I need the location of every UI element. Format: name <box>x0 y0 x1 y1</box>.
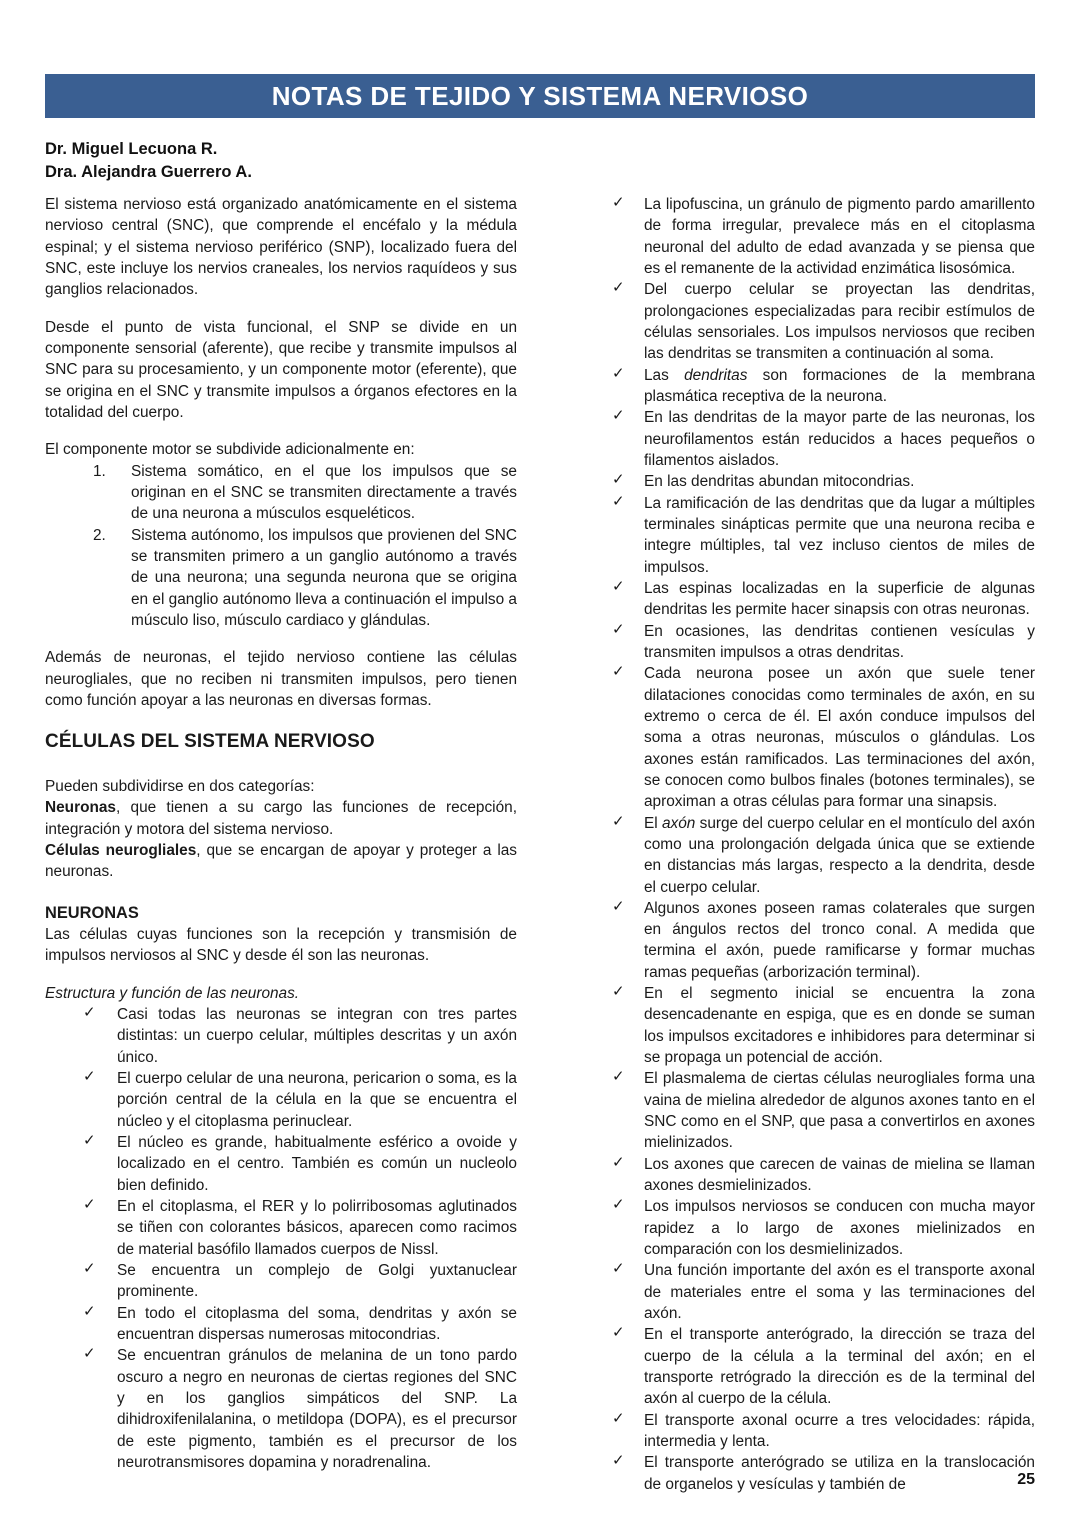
paragraph-funcional: Desde el punto de vista funcional, el SNP se divide en un componente sensorial (aferente), que recibe y transmite impulsos al SNC para su procesamiento, y un componente motor (eferente), que se origina en el SNC y transmite impulsos a órganos efectores en la totalidad del cuerpo. <box>45 318 517 421</box>
list-item <box>607 471 1035 492</box>
check-icon: ✓ <box>612 1196 625 1214</box>
list-item <box>607 365 1035 408</box>
list-item-text: Algunos axones poseen ramas colaterales que surgen en ángulos rectos del tronco conal. A medida que termina el axón, puede ramificarse y formar muchas ramas pequeñas (arborización terminal). <box>644 899 1035 981</box>
check-icon: ✓ <box>612 471 625 489</box>
check-icon: ✓ <box>612 1409 625 1427</box>
check-icon: ✓ <box>612 407 625 425</box>
list-item-text: En todo el citoplasma del soma, dendritas y axón se encuentran dispersas numerosas mitocondrias. <box>117 1304 517 1343</box>
check-icon: ✓ <box>83 1259 96 1277</box>
motor-subdivision-list <box>45 461 517 632</box>
paragraph-neuronas-definicion: Las células cuyas funciones son la recepción y transmisión de impulsos nerviosos al SNC y desde él son las neuronas. <box>45 925 517 965</box>
list-item-text: En el segmento inicial se encuentra la zona desencadenante en espiga, que es en donde se suman los impulsos excitadores e inhibidores para determinar si se propaga un potencial de acción. <box>644 985 1035 1067</box>
paragraph-neurogliales: Además de neuronas, el tejido nervioso contiene las células neurogliales, que no reciben ni transmiten impulsos, pero tienen como función apoyar a las neuronas en diversas formas. <box>45 649 517 709</box>
list-item <box>45 1004 517 1068</box>
check-icon: ✓ <box>612 620 625 638</box>
list-item-text: El transporte axonal ocurre a tres velocidades: rápida, intermedia y lenta. <box>644 1411 1035 1451</box>
category-neurogliales-term: Células neurogliales <box>45 842 197 859</box>
list-item-text: Una función importante del axón es el transporte axonal de materiales entre el soma y las terminaciones del axón. <box>644 1262 1035 1323</box>
list-item-text: El núcleo es grande, habitualmente esférico a ovoide y localizado en el centro. También es común un nucleolo bien definido. <box>117 1133 517 1194</box>
list-item-text: El transporte anterógrado se utiliza en la translocación de organelos y vesículas y también de <box>644 1454 1035 1493</box>
list-item <box>607 1196 1035 1260</box>
check-icon: ✓ <box>83 1131 96 1149</box>
check-icon: ✓ <box>612 194 625 211</box>
check-icon: ✓ <box>612 897 625 915</box>
check-icon: ✓ <box>612 577 625 595</box>
paragraph-organizacion: El sistema nervioso está organizado anatómicamente en el sistema nervioso central (SNC), que comprende el encéfalo y la médula espinal; y el sistema nervioso periférico (SNP), localizado fuera del SNC, este incluye los nervios craneales, los nervios raquídeos y sus ganglios relacionados. <box>45 196 517 299</box>
list-item-text: En las dendritas de la mayor parte de las neuronas, los neurofilamentos están reducidos a haces pequeños o filamentos aislados. <box>644 409 1035 469</box>
list-item <box>45 461 517 525</box>
page-number: 25 <box>1017 1471 1035 1488</box>
list-item <box>607 1324 1035 1409</box>
list-item-text: Los impulsos nerviosos se conducen con mucha mayor rapidez a lo largo de axones mielinizados en comparación con los desmielinizados. <box>644 1198 1035 1259</box>
check-icon: ✓ <box>612 1260 625 1278</box>
list-item-text-prefix: El <box>644 814 662 832</box>
subheading-neuronas: NEURONAS <box>45 903 139 922</box>
list-item <box>607 663 1035 812</box>
check-icon: ✓ <box>612 983 625 1001</box>
list-item-text-suffix: surge del cuerpo celular en el montículo del axón como una prolongación delgada única que se extiende en distancias más largas, respecto a la dendrita, desde el cuerpo celular. <box>644 814 1035 896</box>
list-item-text: Se encuentran gránulos de melanina de un tono pardo oscuro a negro en neuronas de ciertas regiones del SNC y en los ganglios simpáticos del SNP. La dihidroxifenilalanina, o metildopa (DOPA), es el precursor de este pigmento, también es el precursor de los neurotransmisores dopamina y noradrenalina. <box>117 1347 517 1471</box>
list-item-text: En las dendritas abundan mitocondrias. <box>644 473 915 491</box>
list-item-text: Cada neurona posee un axón que suele tener dilataciones conocidas como terminales de axón, en su extremo o cerca de él. El axón conduce impulsos del soma a otras neuronas, músculos o glándulas. Los axones están ramificados. Las terminaciones del axón, se conocen como bulbos finales (botones terminales), se aproximan a otras células para formar una sinapsis. <box>644 665 1035 811</box>
check-icon: ✓ <box>612 1452 625 1470</box>
list-item-text-prefix: Las <box>644 366 685 384</box>
list-item-emphasis: dendritas <box>684 366 748 384</box>
author-line-1: Dr. Miguel Lecuona R. <box>45 140 218 158</box>
check-icon: ✓ <box>612 663 625 681</box>
right-check-list <box>607 194 1035 1495</box>
category-neuronas-description: , que tienen a su cargo las funciones de recepción, integración y motora del sistema nervioso. <box>45 799 517 838</box>
list-item-text: La lipofuscina, un gránulo de pigmento pardo amarillento de forma irregular, prevalece más en el citoplasma neuronal del adulto de edad avanzada y se piensa que es el remanente de la actividad enzimática lisosómica. <box>644 196 1035 277</box>
check-icon: ✓ <box>612 279 625 297</box>
check-icon: ✓ <box>612 364 625 382</box>
list-item <box>607 1154 1035 1197</box>
page-title: NOTAS DE TEJIDO Y SISTEMA NERVIOSO <box>271 81 809 111</box>
list-item-text: El cuerpo celular de una neurona, pericarion o soma, es la porción central de la célula en la que se encuentra el núcleo y el citoplasma perinuclear. <box>117 1069 517 1130</box>
list-item <box>607 898 1035 983</box>
list-item <box>607 1410 1035 1453</box>
list-item <box>45 1068 517 1132</box>
check-icon: ✓ <box>83 1195 96 1213</box>
list-item <box>607 493 1035 578</box>
list-item-text-suffix: son formaciones de la membrana plasmática receptiva de la neurona. <box>644 366 1036 405</box>
list-item <box>607 1452 1035 1495</box>
check-icon: ✓ <box>612 1153 625 1171</box>
list-item-text: En ocasiones, las dendritas contienen vesículas y transmiten impulsos a otras dendritas. <box>644 622 1035 661</box>
check-icon: ✓ <box>83 1003 96 1021</box>
list-item <box>45 1345 517 1473</box>
list-item-text: En el citoplasma, el RER y lo polirribosomas aglutinados se tiñen con colorantes básicos, aparecen como racimos de material basófilo llamados cuerpos de Nissl. <box>117 1197 517 1258</box>
list-item-text: Sistema somático, en el que los impulsos que se originan en el SNC se transmiten directamente a través de una neurona a músculos esqueléticos. <box>131 462 517 523</box>
left-column <box>45 194 517 1473</box>
list-item-emphasis: axón <box>661 814 696 832</box>
section-heading-celulas: CÉLULAS DEL SISTEMA NERVIOSO <box>45 731 375 753</box>
list-item <box>607 983 1035 1068</box>
left-check-list <box>45 1004 517 1473</box>
author-block <box>45 138 645 185</box>
list-item <box>607 1068 1035 1153</box>
category-neuronas-term: Neuronas <box>45 799 116 817</box>
category-neurogliales <box>45 840 517 883</box>
list-item <box>45 1260 517 1303</box>
list-item <box>607 621 1035 664</box>
list-item-number: 2. <box>93 526 106 544</box>
list-item <box>45 1303 517 1346</box>
check-icon: ✓ <box>83 1067 96 1085</box>
category-neurogliales-description: , que se encargan de apoyar y proteger a las neuronas. <box>45 842 517 881</box>
list-item-text: Casi todas las neuronas se integran con tres partes distintas: un cuerpo celular, múltiples descritas y un axón único. <box>117 1005 517 1066</box>
list-item <box>45 1132 517 1196</box>
list-item <box>607 407 1035 471</box>
list-item-text: Los axones que carecen de vainas de mielina se llaman axones desmielinizados. <box>644 1155 1035 1195</box>
right-column <box>607 194 1035 1495</box>
list-item-text: En el transporte anterógrado, la dirección se traza del cuerpo de la célula a la terminal del axón; en el transporte retrógrado la dirección es de la terminal del axón al cuerpo de la célula. <box>644 1326 1035 1408</box>
author-line-2: Dra. Alejandra Guerrero A. <box>45 163 252 182</box>
list-item <box>607 813 1035 898</box>
list-item <box>607 1260 1035 1324</box>
list-item-text: Sistema autónomo, los impulsos que provienen del SNC se transmiten primero a un ganglio autónomo a través de una neurona; una segunda neurona que se origina en el ganglio autónomo lleva a continuación el impulso a músculo liso, músculo cardiaco y glándulas. <box>131 526 517 629</box>
check-icon: ✓ <box>83 1302 96 1320</box>
list-item <box>607 578 1035 621</box>
heading-estructura-funcion: Estructura y función de las neuronas. <box>45 984 300 1002</box>
list-item <box>45 1196 517 1260</box>
list-item-number: 1. <box>93 462 106 480</box>
list-item-text: La ramificación de las dendritas que da lugar a múltiples terminales sinápticas permite que una neurona reciba e integre múltiples, tal vez incluso cientos de miles de impulsos. <box>644 494 1035 576</box>
category-neuronas <box>45 797 517 840</box>
list-item-text: Se encuentra un complejo de Golgi yuxtanuclear prominente. <box>117 1261 517 1301</box>
check-icon: ✓ <box>612 812 625 830</box>
check-icon: ✓ <box>612 1324 625 1342</box>
list-item <box>607 279 1035 364</box>
list-item-text: Las espinas localizadas en la superficie de algunas dendritas les permite hacer sinapsis con otras neuronas. <box>644 579 1035 619</box>
document-title-banner <box>45 74 1035 118</box>
list-item-text: El plasmalema de ciertas células neurogliales forma una vaina de mielina alrededor de algunos axones tanto en el SNC como en el SNP, que pasa a convertirlos en axones mielinizados. <box>644 1070 1035 1152</box>
check-icon: ✓ <box>612 492 625 510</box>
list-item-text: Del cuerpo celular se proyectan las dendritas, prolongaciones especializadas para recibir estímulos de células sensoriales. Los impulsos nerviosos que reciben las dendritas se transmiten a continuación al soma. <box>644 281 1035 363</box>
check-icon: ✓ <box>612 1068 625 1086</box>
list-item <box>45 525 517 632</box>
categories-intro: Pueden subdividirse en dos categorías: <box>45 778 315 796</box>
check-icon: ✓ <box>83 1345 96 1363</box>
list-item <box>607 194 1035 279</box>
numbered-list-intro: El componente motor se subdivide adicionalmente en: <box>45 441 415 459</box>
